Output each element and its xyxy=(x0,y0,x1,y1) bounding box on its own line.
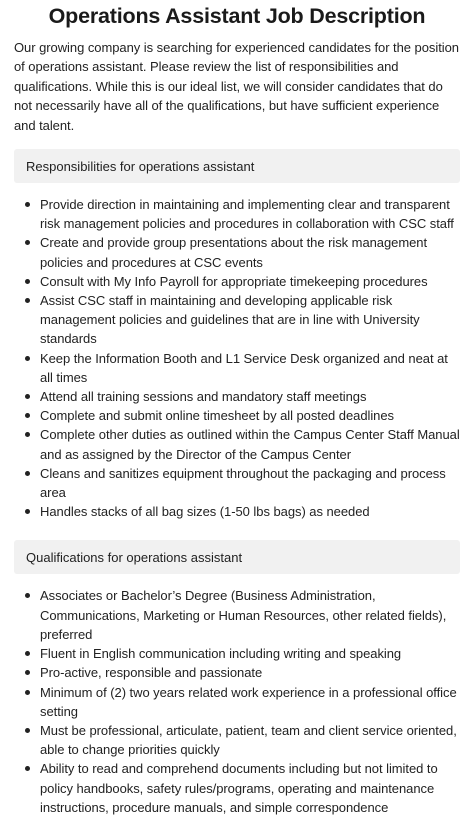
responsibilities-list xyxy=(14,195,460,521)
intro-paragraph: Our growing company is searching for experienced candidates for the position of operations assistant. Please review the list of responsibilities and qualifications. While this is our ideal list, we will consider candidates that do not necessarily have all of the qualifications, but have sufficient experience and talent. xyxy=(14,40,459,133)
responsibility-item: Attend all training sessions and mandatory staff meetings xyxy=(40,387,460,406)
qualification-item: Pro-active, responsible and passionate xyxy=(40,663,460,682)
responsibilities-heading: Responsibilities for operations assistant xyxy=(26,158,255,174)
qualifications-header xyxy=(14,540,460,574)
responsibility-item: Create and provide group presentations about the risk management policies and procedures at CSC events xyxy=(40,233,460,271)
responsibility-item: Consult with My Info Payroll for appropriate timekeeping procedures xyxy=(40,272,460,291)
responsibility-item: Keep the Information Booth and L1 Service Desk organized and neat at all times xyxy=(40,349,460,387)
qualification-item: Fluent in English communication including writing and speaking xyxy=(40,644,460,663)
responsibility-item: Cleans and sanitizes equipment throughout the packaging and process area xyxy=(40,464,460,502)
qualification-item: Ability to read and comprehend documents including but not limited to policy handbooks, safety rules/programs, operating and maintenance instructions, procedure manuals, and simple correspondence xyxy=(40,759,460,817)
qualifications-list xyxy=(14,586,460,816)
responsibility-item: Handles stacks of all bag sizes (1-50 lbs bags) as needed xyxy=(40,502,460,521)
qualifications-heading: Qualifications for operations assistant xyxy=(26,549,243,565)
qualification-item: Must be professional, articulate, patient, team and client service oriented, able to change priorities quickly xyxy=(40,721,460,759)
responsibility-item: Assist CSC staff in maintaining and developing applicable risk management policies and guidelines that are in line with University standards xyxy=(40,291,460,349)
responsibility-item: Complete and submit online timesheet by all posted deadlines xyxy=(40,406,460,425)
qualification-item: Associates or Bachelor’s Degree (Business Administration, Communications, Marketing or Human Resources, other related fields), preferred xyxy=(40,586,460,644)
responsibilities-header xyxy=(14,149,460,183)
qualification-item: Minimum of (2) two years related work experience in a professional office setting xyxy=(40,683,460,721)
page-title: Operations Assistant Job Description xyxy=(48,4,426,28)
responsibility-item: Provide direction in maintaining and implementing clear and transparent risk management policies and procedures in collaboration with CSC staff xyxy=(40,195,460,233)
responsibility-item: Complete other duties as outlined within the Campus Center Staff Manual and as assigned by the Director of the Campus Center xyxy=(40,425,460,463)
